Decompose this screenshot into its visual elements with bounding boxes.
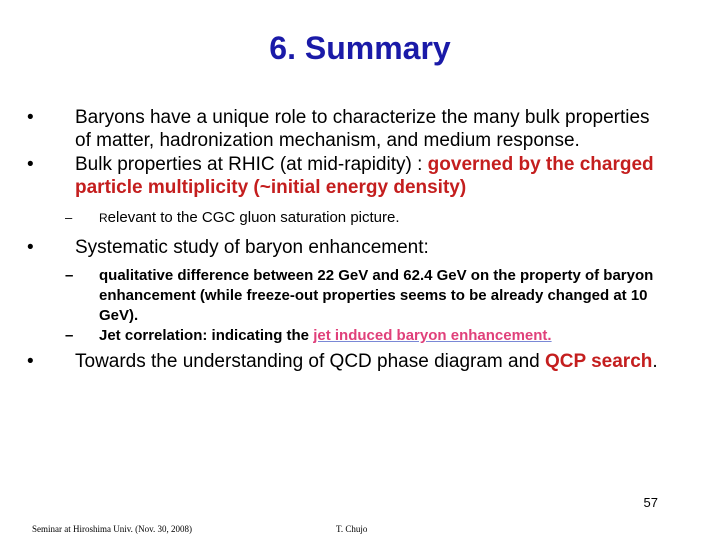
footer-author: T. Chujo — [336, 524, 368, 534]
sub-bullet-jet-correlation — [24, 326, 664, 346]
bullet-text: Baryons have a unique role to characterize the many bulk properties of matter, hadronization mechanism, and medium response. — [75, 107, 650, 151]
sub-bullet-text: Jet correlation: indicating the — [99, 327, 314, 344]
bullet-text: Bulk properties at RHIC (at mid-rapidity) : — [75, 154, 428, 175]
bullet-baryons-role — [24, 106, 664, 152]
bullet-mark: • — [27, 154, 34, 175]
jet-enhancement-link[interactable]: jet induced baryon enhancement. — [313, 327, 552, 344]
bullet-qcd-phase-diagram — [24, 350, 664, 373]
sub-bullet-initial: R — [99, 211, 108, 225]
slide-title: 6. Summary — [269, 30, 451, 66]
slide-body — [24, 106, 664, 374]
dash-mark: – — [65, 210, 73, 225]
bullet-text: Towards the understanding of QCD phase diagram and — [75, 351, 545, 372]
sub-bullet-text: elevant to the CGC gluon saturation picture. — [107, 209, 400, 226]
footer-seminar: Seminar at Hiroshima Univ. (Nov. 30, 2008) — [32, 524, 193, 534]
bullet-highlight: QCP search — [545, 351, 653, 372]
bullet-mark: • — [27, 351, 34, 372]
sub-bullet-text: qualitative difference between 22 GeV and 62.4 GeV on the property of baryon enhancement (while freeze-out properties seems to be already changed at 10 GeV). — [99, 267, 654, 324]
dash-mark: – — [65, 267, 74, 284]
bullet-highlight: governed by the charged particle multiplicity (~initial energy density) — [75, 154, 654, 198]
bullet-mark: • — [27, 107, 34, 128]
bullet-mark: • — [27, 237, 34, 258]
sub-bullet-cgc — [24, 208, 664, 228]
bullet-tail: . — [652, 351, 658, 372]
bullet-text: Systematic study of baryon enhancement: — [75, 237, 429, 258]
page-number: 57 — [643, 495, 658, 510]
bullet-systematic-study — [24, 236, 664, 259]
dash-mark: – — [65, 327, 74, 344]
sub-bullet-qualitative — [24, 266, 664, 326]
bullet-bulk-properties — [24, 153, 664, 199]
